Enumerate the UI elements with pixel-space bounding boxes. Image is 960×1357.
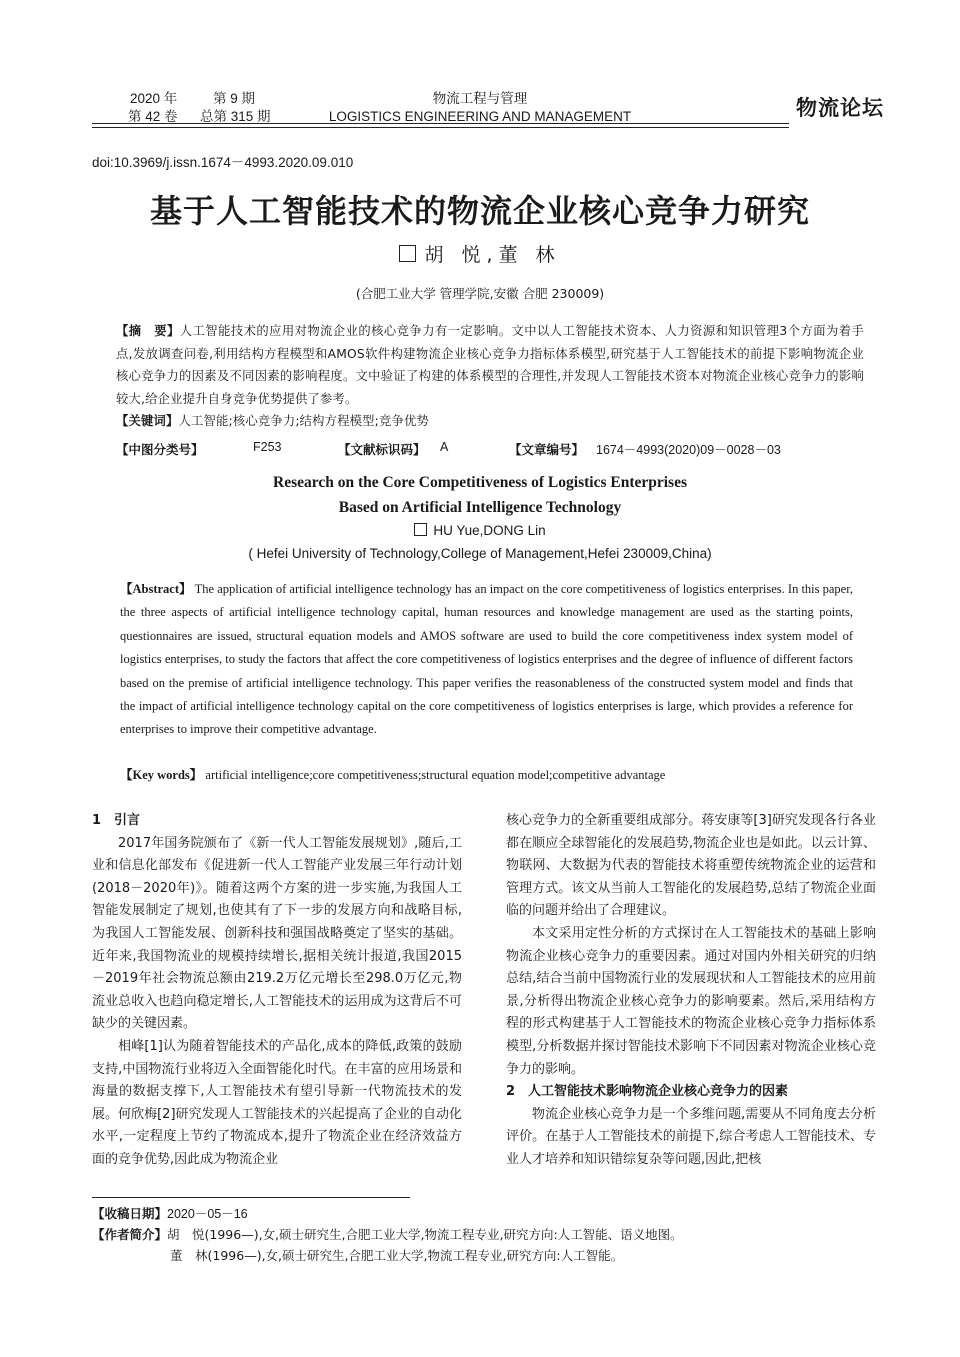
en-title-line1: Research on the Core Competitiveness of Logistics Enterprises	[273, 474, 687, 491]
doc-code-value: A	[440, 440, 449, 454]
en-affiliation: ( Hefei University of Technology,College of Management,Hefei 230009,China)	[248, 546, 712, 561]
received-label: 【收稿日期】	[92, 1206, 168, 1221]
author-bio-label: 【作者简介】	[92, 1227, 168, 1242]
body-right-column	[506, 810, 876, 1172]
en-authors-text: HU Yue,DONG Lin	[433, 523, 546, 538]
en-author-box-icon	[414, 523, 427, 536]
header-issue: 第 9 期	[213, 91, 256, 106]
body-paragraph: 物流企业核心竞争力是一个多维问题,需要从不同角度去分析评价。在基于人工智能技术的前提下,综合考虑人工智能技术、专业人才培养和知识错综复杂等问题,因此,把核	[506, 1106, 876, 1167]
clc-value: F253	[253, 440, 282, 454]
doc-code-label: 【文献标识码】	[338, 442, 426, 457]
section2-heading: 2 人工智能技术影响物流企业核心竞争力的因素	[506, 1084, 789, 1100]
section1-heading: 1 引言	[92, 813, 141, 828]
header-journal-en: LOGISTICS ENGINEERING AND MANAGEMENT	[328, 109, 632, 124]
received-value: 2020－05－16	[167, 1207, 248, 1221]
authors-text: 胡 悦,董 林	[424, 244, 561, 266]
article-number-value: 1674－4993(2020)09－0028－03	[596, 443, 781, 457]
abstract-cn	[116, 320, 864, 433]
header-journal-cn: 物流工程与管理	[432, 91, 528, 106]
affiliation: (合肥工业大学 管理学院,安徽 合肥 230009)	[355, 286, 605, 301]
header-total-issue: 总第 315 期	[200, 109, 271, 124]
abstract-cn-label: 【摘 要】	[116, 324, 180, 338]
abstract-en-label: 【Abstract】	[120, 582, 192, 596]
header-year: 2020 年	[130, 91, 178, 106]
keywords-cn-text: 人工智能;核心竞争力;结构方程模型;竞争优势	[178, 414, 429, 428]
author-box-icon	[399, 245, 416, 262]
keywords-en	[120, 765, 853, 783]
body-left-column	[92, 810, 462, 1172]
footnote-author2: 董 林(1996—),女,硕士研究生,合肥工业大学,物流工程专业,研究方向:人工智能。	[170, 1248, 624, 1263]
body-paragraph: 相峰[1]认为随着智能技术的产品化,成本的降低,政策的鼓励支持,中国物流行业将迈入全面智能化时代。在丰富的应用场景和海量的数据支撑下,人工智能技术有望引导新一代物流技术的发展。何欣梅[2]研究发现人工智能技术的兴起提高了企业的自动化水平,一定程度上节约了物流成本,提升了物流企业在经济效益方面的竞争优势,因此成为物流企业	[92, 1038, 462, 1167]
paper-title: 基于人工智能技术的物流企业核心竞争力研究	[149, 192, 810, 230]
footnote-received	[92, 1203, 892, 1225]
header-rule	[92, 123, 789, 124]
en-title-line2: Based on Artificial Intelligence Technology	[338, 499, 622, 516]
footnote-author1	[92, 1224, 892, 1245]
author1-bio: 胡 悦(1996—),女,硕士研究生,合肥工业大学,物流工程专业,研究方向:人工智能、语义地图。	[167, 1227, 683, 1242]
footnote-rule	[92, 1197, 410, 1198]
abstract-en	[120, 578, 853, 742]
en-authors	[0, 523, 960, 538]
abstract-en-text: The application of artificial intelligence technology has an impact on the core competitiveness of logistics enterprises. In this paper, the three aspects of artificial intelligence technology capital, human resources and knowledge management are used as the starting points, questionnaires are issued, structural equation models and AMOS software are used to build the core competitiveness index system model of logistics enterprises, to study the factors that affect the core competitiveness of logistics enterprises and the degree of influence of different factors based on the premise of artificial intelligence technology. This paper verifies the reasonableness of the constructed system model and finds that the impact of artificial intelligence technology capital on the core competitiveness of logistics enterprises is large, which provides a reference for enterprises to improve their competitive advantage.	[120, 582, 854, 737]
body-paragraph: 2017年国务院颁布了《新一代人工智能发展规划》,随后,工业和信息化部发布《促进新一代人工智能产业发展三年行动计划(2018－2020年)》。随着这两个方案的进一步实施,为我国人工智能发展制定了规划,也使其有了下一步的发展方向和战略目标,为我国人工智能发展、创新科技和强国战略奠定了坚实的基础。近年来,我国物流业的规模持续增长,据相关统计报道,我国2015－2019年社会物流总额由219.2万亿元增长至298.0万亿元,物流业总收入也趋向稳定增长,人工智能技术的运用成为这背后不可缺少的关键因素。	[92, 835, 462, 1032]
clc-label: 【中图分类号】	[116, 442, 204, 457]
keywords-cn-label: 【关键词】	[116, 414, 179, 428]
body-paragraph: 核心竞争力的全新重要组成部分。蒋安康等[3]研究发现各行各业都在顺应全球智能化的发展趋势,物流企业也是如此。以云计算、物联网、大数据为代表的智能技术将重塑传统物流企业的运营和管理方式。该文从当前人工智能化的发展趋势,总结了物流企业面临的问题并给出了合理建议。	[506, 813, 876, 919]
abstract-cn-text: 人工智能技术的应用对物流企业的核心竞争力有一定影响。文中以人工智能技术资本、人力资源和知识管理3个方面为着手点,发放调查问卷,利用结构方程模型和AMOS软件构建物流企业核心竞争力指标体系模型,研究基于人工智能技术的前提下影响物流企业核心竞争力的因素及不同因素的影响程度。文中验证了构建的体系模型的合理性,并发现人工智能技术资本对物流企业核心竞争力的影响较大,给企业提升自身竞争优势提供了参考。	[116, 324, 864, 406]
keywords-en-label: 【Key words】	[120, 768, 203, 782]
doi: doi:10.3969/j.issn.1674－4993.2020.09.010	[92, 155, 354, 170]
header-rule-thin	[92, 127, 789, 128]
column-name: 物流论坛	[796, 96, 884, 120]
header-volume: 第 42 卷	[128, 109, 178, 124]
authors	[0, 240, 960, 267]
article-number-label: 【文章编号】	[509, 442, 585, 457]
keywords-en-text: artificial intelligence;core competitiveness;structural equation model;competitive advantage	[205, 768, 666, 782]
body-paragraph: 本文采用定性分析的方式探讨在人工智能技术的基础上影响物流企业核心竞争力的重要因素。通过对国内外相关研究的归纳总结,结合当前中国物流行业的发展现状和人工智能技术的应用前景,分析得出物流企业核心竞争力的影响要素。然后,采用结构方程的形式构建基于人工智能技术的物流企业核心竞争力指标体系模型,分析数据并探讨智能技术影响下不同因素对物流企业核心竞争力的影响。	[506, 925, 876, 1077]
